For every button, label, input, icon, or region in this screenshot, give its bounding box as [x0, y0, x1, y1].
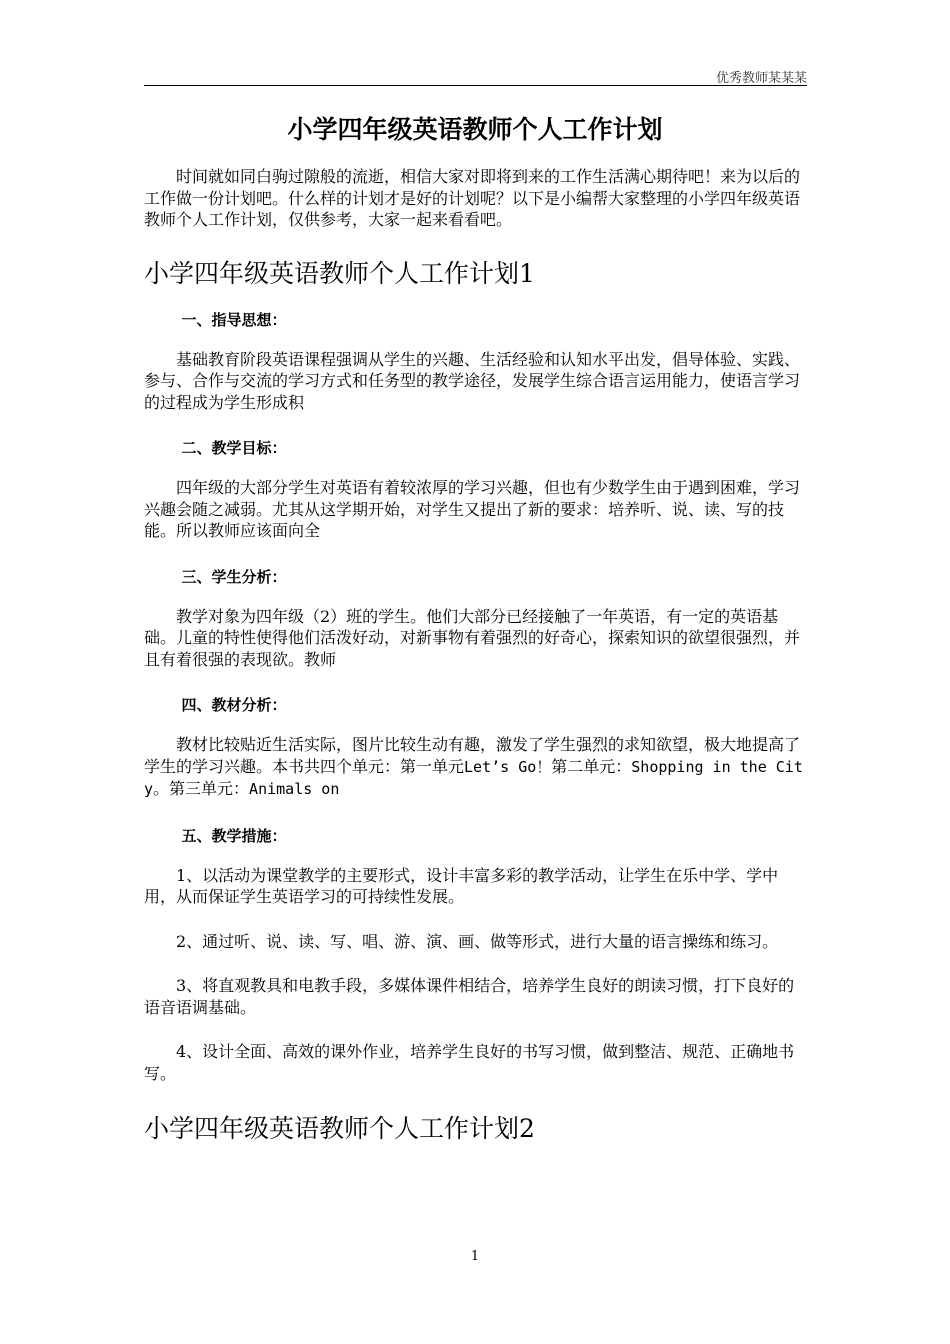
document-body: [144, 112, 806, 1147]
heading-student-analysis: 三、学生分析：: [181, 567, 287, 586]
measure-2: 2、通过听、说、读、写、唱、游、演、画、做等形式，进行大量的语言操练和练习。: [176, 931, 779, 951]
textbook-unit-3: Animals on: [249, 780, 340, 798]
textbook-text-1: 教材比较贴近生活实际，图片比较生动有趣，激发了学生强烈的求知欲望，极大地提高了学生的学习兴趣。本书共四个单元：第一单元: [144, 735, 801, 776]
intro-paragraph: 时间就如同白驹过隙般的流逝，相信大家对即将到来的工作生活满心期待吧！来为以后的工作做一份计划吧。什么样的计划才是好的计划呢？以下是小编帮大家整理的小学四年级英语教师个人工作计划，仅供参考，大家一起来看看吧。: [144, 167, 801, 229]
heading-teaching-goals: 二、教学目标：: [181, 439, 287, 457]
textbook-unit-2: Shopping in the City: [144, 757, 803, 798]
heading-teaching-measures: 五、教学措施：: [181, 826, 287, 845]
measure-1: 1、以活动为课堂教学的主要形式，设计丰富多彩的教学活动，让学生在乐中学、学中用，从而保证学生英语学习的可持续性发展。: [144, 865, 779, 906]
section-2-title: 小学四年级英语教师个人工作计划2: [144, 1114, 535, 1143]
textbook-text-2: 第二单元：: [551, 756, 632, 776]
heading-guiding-idea: 一、指导思想：: [181, 310, 287, 329]
measure-3: 3、将直观教具和电教手段，多媒体课件相结合，培养学生良好的朗读习惯，打下良好的语音语调基础。: [144, 976, 795, 1017]
paragraph-student-analysis: 教学对象为四年级（2）班的学生。他们大部分已经接触了一年英语，有一定的英语基础。儿童的特性使得他们活泼好动，对新事物有着强烈的好奇心，探索知识的欲望很强烈，并且有着很强的表现欲。教师: [144, 606, 801, 669]
page-number: 1: [470, 1249, 480, 1264]
paragraph-guiding-idea: 基础教育阶段英语课程强调从学生的兴趣、生活经验和认知水平出发，倡导体验、实践、参与、合作与交流的学习方式和任务型的教学途径，发展学生综合语言运用能力，使语言学习的过程成为学生形成积: [144, 349, 801, 412]
section-1-title: 小学四年级英语教师个人工作计划1: [144, 258, 535, 288]
paragraph-teaching-goals: 四年级的大部分学生对英语有着较浓厚的学习兴趣，但也有少数学生由于遇到困难，学习兴趣会随之减弱。尤其从这学期开始，对学生又提出了新的要求：培养听、说、读、写的技能。所以教师应该面向全: [144, 478, 801, 540]
heading-textbook-analysis: 四、教材分析：: [181, 696, 287, 714]
header-author: 优秀教师某某某: [715, 71, 807, 86]
textbook-unit-1: Let’s Go！: [464, 757, 552, 776]
measure-4: 4、设计全面、高效的课外作业，培养学生良好的书写习惯，做到整洁、规范、正确地书写。: [144, 1042, 795, 1083]
document-title: 小学四年级英语教师个人工作计划: [287, 115, 663, 144]
paragraph-textbook-analysis: [144, 734, 806, 801]
header-rule: [144, 85, 807, 86]
textbook-text-3: 。第三单元：: [153, 779, 250, 798]
